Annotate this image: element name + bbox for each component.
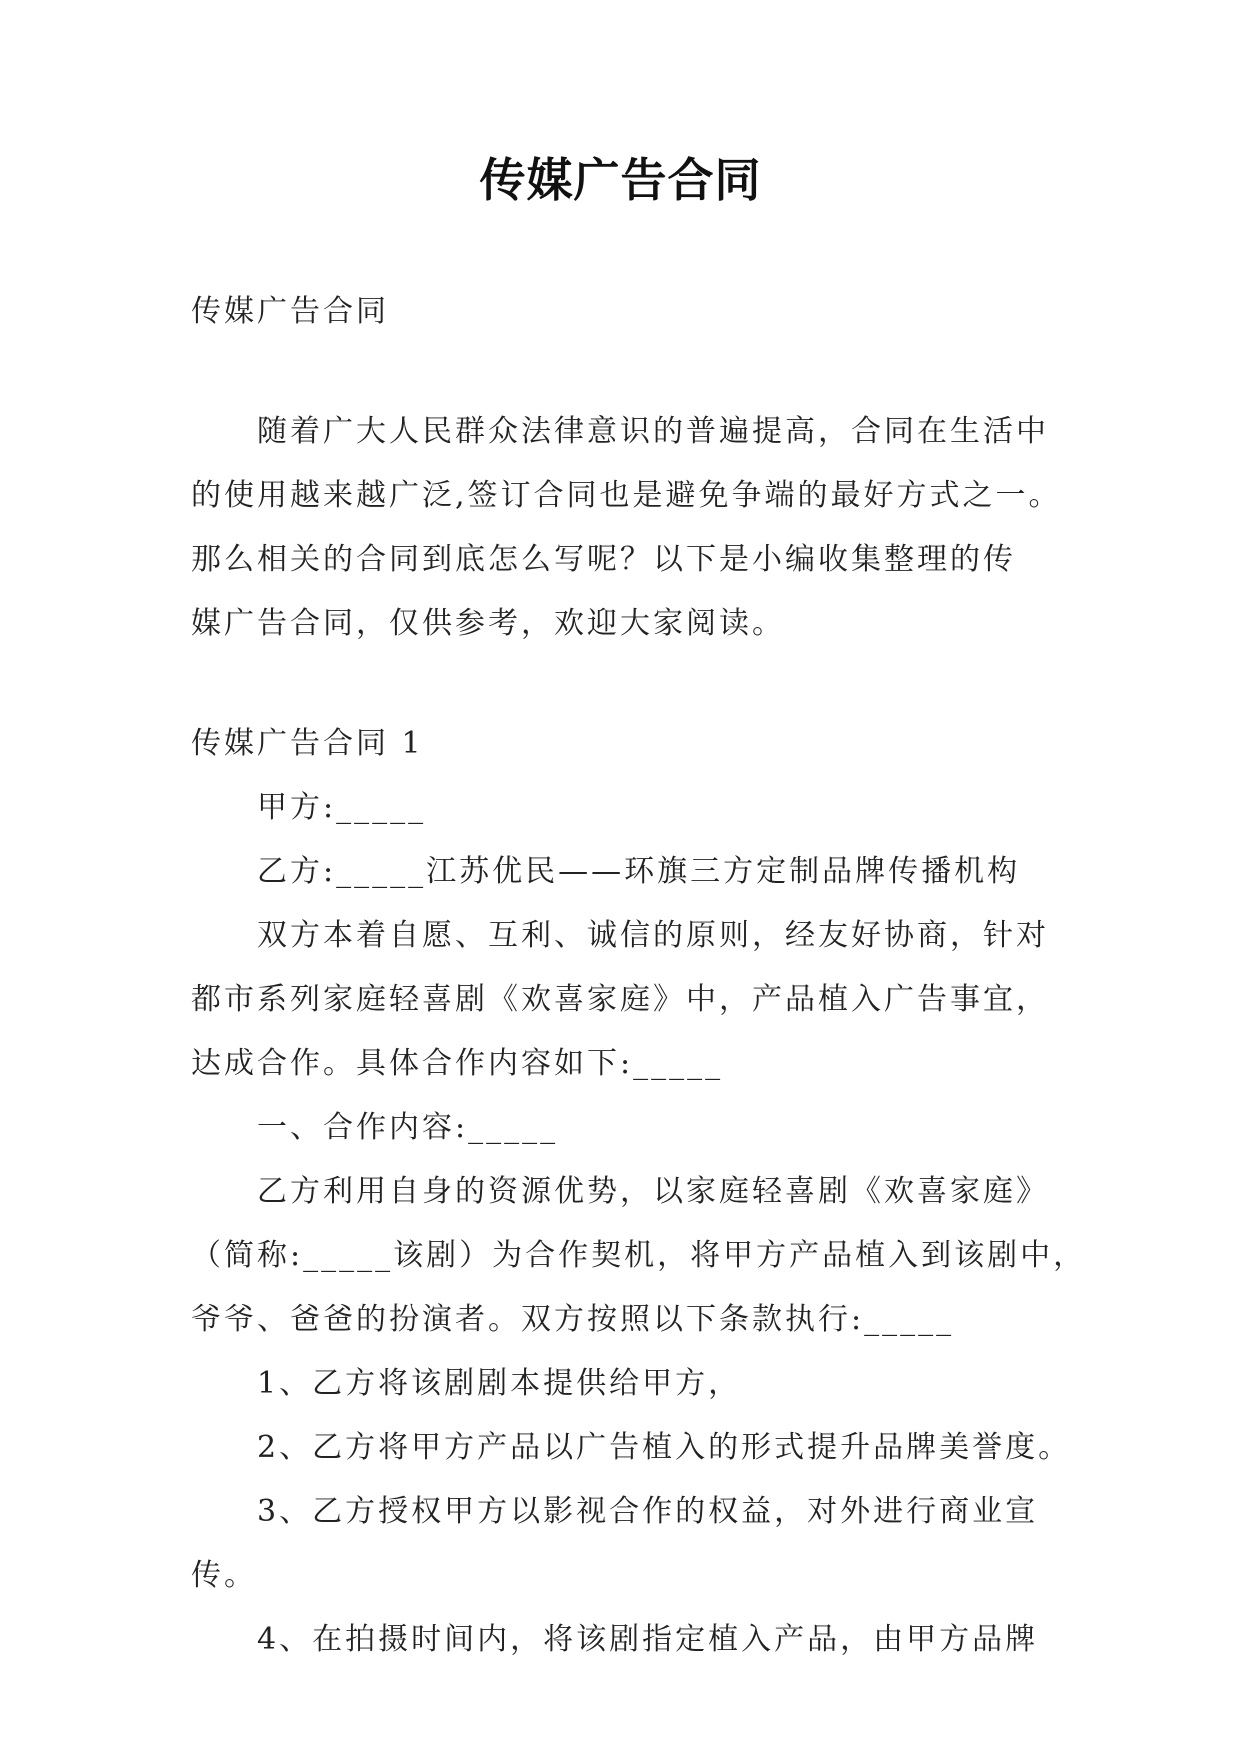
intro-line-1: 随着广大人民群众法律意识的普遍提高，合同在生活中	[257, 414, 1049, 449]
body-line: 都市系列家庭轻喜剧《欢喜家庭》中，产品植入广告事宜，	[191, 982, 1049, 1017]
subtitle-line: 传媒广告合同	[191, 294, 389, 329]
body-line: 爷爷、爸爸的扮演者。双方按照以下条款执行:_____	[191, 1302, 955, 1337]
body-line: 乙方利用自身的资源优势，以家庭轻喜剧《欢喜家庭》	[257, 1174, 1049, 1209]
body-line: 达成合作。具体合作内容如下:_____	[191, 1046, 724, 1081]
clause-item-1: 1、乙方将该剧剧本提供给甲方，	[257, 1366, 742, 1401]
party-a-line: 甲方:_____	[257, 790, 427, 825]
body-line: 双方本着自愿、互利、诚信的原则，经友好协商，针对	[257, 918, 1049, 953]
clause-heading: 一、合作内容:_____	[257, 1110, 559, 1145]
clause-item-3: 3、乙方授权甲方以影视合作的权益，对外进行商业宣	[257, 1494, 1039, 1529]
section-heading: 传媒广告合同 1	[191, 726, 424, 761]
document-title: 传媒广告合同	[479, 153, 762, 207]
intro-line-3: 那么相关的合同到底怎么写呢？以下是小编收集整理的传	[191, 542, 1016, 577]
clause-item-4: 4、在拍摄时间内，将该剧指定植入产品，由甲方品牌	[257, 1622, 1039, 1657]
clause-item-3-continuation: 传。	[191, 1558, 257, 1593]
party-b-line: 乙方:_____江苏优民——环旗三方定制品牌传播机构	[257, 854, 1021, 889]
clause-item-2: 2、乙方将甲方产品以广告植入的形式提升品牌美誉度。	[257, 1430, 1072, 1465]
intro-line-2: 的使用越来越广泛,签订合同也是避免争端的最好方式之一。	[191, 478, 1062, 513]
intro-line-4: 媒广告合同，仅供参考，欢迎大家阅读。	[191, 606, 785, 641]
body-line: （简称:_____该剧）为合作契机，将甲方产品植入到该剧中，	[191, 1238, 1087, 1273]
